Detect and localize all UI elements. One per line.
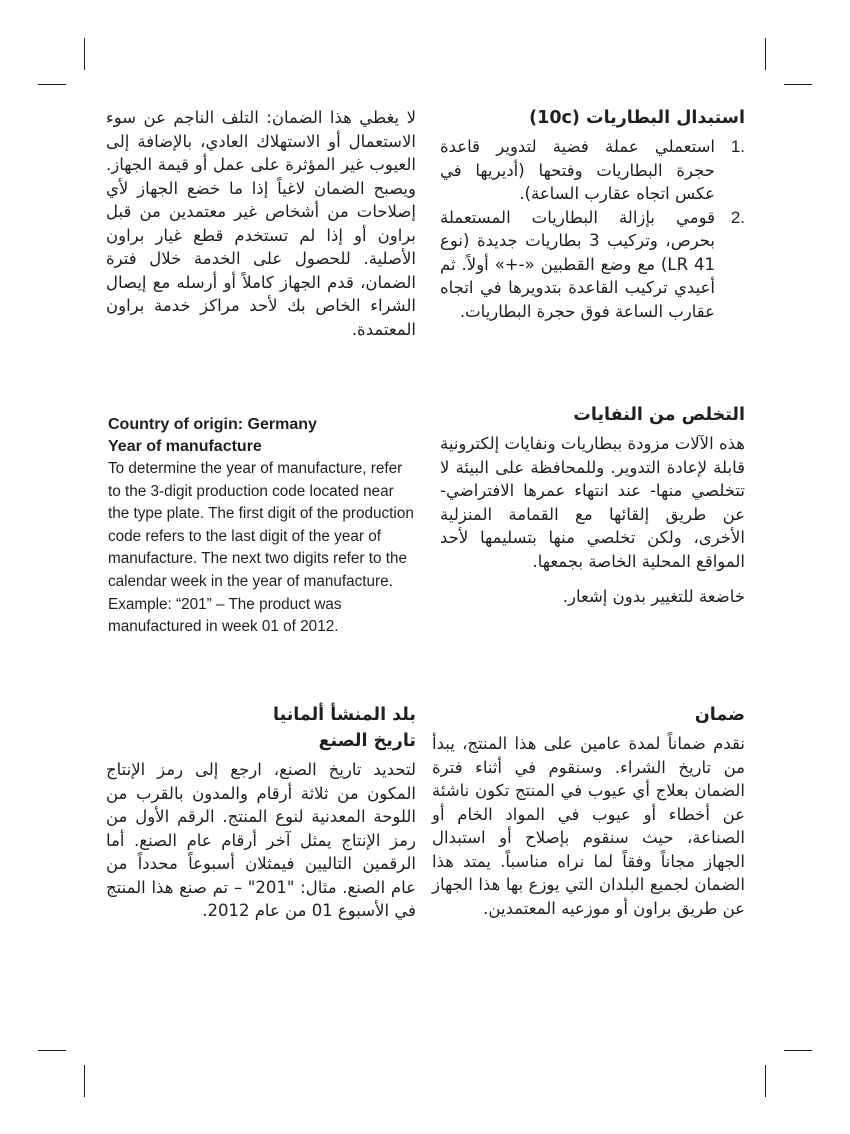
step-text: قومي بإزالة البطاريات المستعملة بحرص، وتركيب 3 بطاريات جديدة (نوع LR 41) مع وضع القطبين «-+» أولاً. ثم أعيدي تركيب القاعدة بتدويرها في اتجاه عقارب الساعة فوق حجرة البطاريات. — [440, 207, 715, 321]
crop-mark-top-left-vertical — [84, 38, 85, 70]
disposal-section-title: التخلص من النفايات — [573, 405, 745, 425]
crop-mark-top-left-horizontal — [38, 84, 66, 85]
origin-section-ar — [106, 703, 416, 923]
crop-mark-bottom-left-vertical — [84, 1065, 85, 1097]
crop-mark-bottom-right-horizontal — [784, 1050, 812, 1051]
step-number: 1. — [730, 137, 745, 156]
origin-heading-ar: بلد المنشأ ألمانيا — [273, 705, 416, 725]
change-notice: خاضعة للتغيير بدون إشعار. — [562, 587, 745, 606]
manufacture-year-text-ar: لتحديد تاريخ الصنع، ارجع إلى رمز الإنتاج المكون من ثلاثة أرقام والمدون بالقرب من اللوحة المعدنية لنوع المنتج. الرقم الأول من رمز الإنتاج يمثل آخر أرقام عام الصنع. أما الرقمين التاليين فيمثلان أسبوعاً محدداً من عام الصنع. مثال: "201" – تم صنع هذا المنتج في الأسبوع 01 من عام 2012. — [106, 760, 416, 920]
disposal-section — [440, 403, 745, 609]
guarantee-text: نقدم ضماناً لمدة عامين على هذا المنتج، يبدأ من تاريخ الشراء. وسنقوم في أثناء فترة الضمان بعلاج أي عيوب في المنتج تكون ناشئة عن أخطاء أو عيوب في المواد الخام أو الصناعة، حيث سنقوم بإصلاح أو استبدال الجهاز مجاناً وفقاً لما نراه مناسباً. يمتد هذا الضمان لجميع البلدان التي يوزع بها هذا الجهاز عن طريق براون أو موزعيه المعتمدين. — [432, 734, 745, 918]
battery-steps — [440, 135, 745, 323]
origin-section-en — [108, 414, 414, 639]
guarantee-section — [432, 703, 745, 920]
step-text: استعملي عملة فضية لتدوير قاعدة حجرة البطاريات وفتحها (أديريها في عكس اتجاه عقارب الساعة). — [440, 137, 715, 203]
crop-mark-bottom-left-horizontal — [38, 1050, 66, 1051]
crop-mark-bottom-right-vertical — [765, 1065, 766, 1097]
warranty-exclusions-section — [106, 106, 416, 341]
disposal-text: هذه الآلات مزودة ببطاريات ونفايات إلكترونية قابلة لإعادة التدوير. وللمحافظة على البيئة لا تتخلصي منها- عند انتهاء عمرها الافتراضي- عن طريق إلقائها مع القمامة المنزلية الأخرى، ولكن تخلصي منها بتسليمها لأحد المواقع المحلية الخاصة بجمعها. — [440, 434, 745, 571]
warranty-exclusions-text: لا يغطي هذا الضمان: التلف الناجم عن سوء الاستعمال أو الاستهلاك العادي، بالإضافة إلى العيوب غير المؤثرة على عمل أو قيمة الجهاز. ويصبح الضمان لاغياً إذا ما خضع الجهاز لأي إصلاحات من أشخاص غير معتمدين من قبل براون أو إذا لم تستخدم قطع غيار براون الأصلية. للحصول على الخدمة خلال فترة الضمان، قدم الجهاز كاملاً أو أرسله مع إيصال الشراء الخاص بك لأحد مراكز خدمة براون المعتمدة. — [106, 108, 416, 339]
manufacture-year-heading-en: Year of manufacture — [108, 438, 262, 455]
manufacture-year-heading-ar: تاريخ الصنع — [318, 731, 416, 751]
battery-section-title: استبدال البطاريات (10c) — [529, 108, 745, 128]
origin-heading-en: Country of origin: Germany — [108, 416, 317, 433]
battery-step-1 — [440, 135, 745, 206]
guarantee-section-title: ضمان — [694, 705, 745, 725]
manufacture-year-example-en: Example: “201” – The product was manufactured in week 01 of 2012. — [108, 595, 342, 636]
manufacture-year-text-en: To determine the year of manufacture, refer to the 3-digit production code located near the type plate. The first digit of the production code refers to the last digit of the year of manufacture. The next two digits refer to the calendar week in the year of manufacture. — [108, 460, 414, 590]
battery-section — [440, 106, 745, 323]
crop-mark-top-right-horizontal — [784, 84, 812, 85]
step-number: 2. — [730, 207, 745, 227]
battery-step-2 — [440, 206, 745, 324]
crop-mark-top-right-vertical — [765, 38, 766, 70]
